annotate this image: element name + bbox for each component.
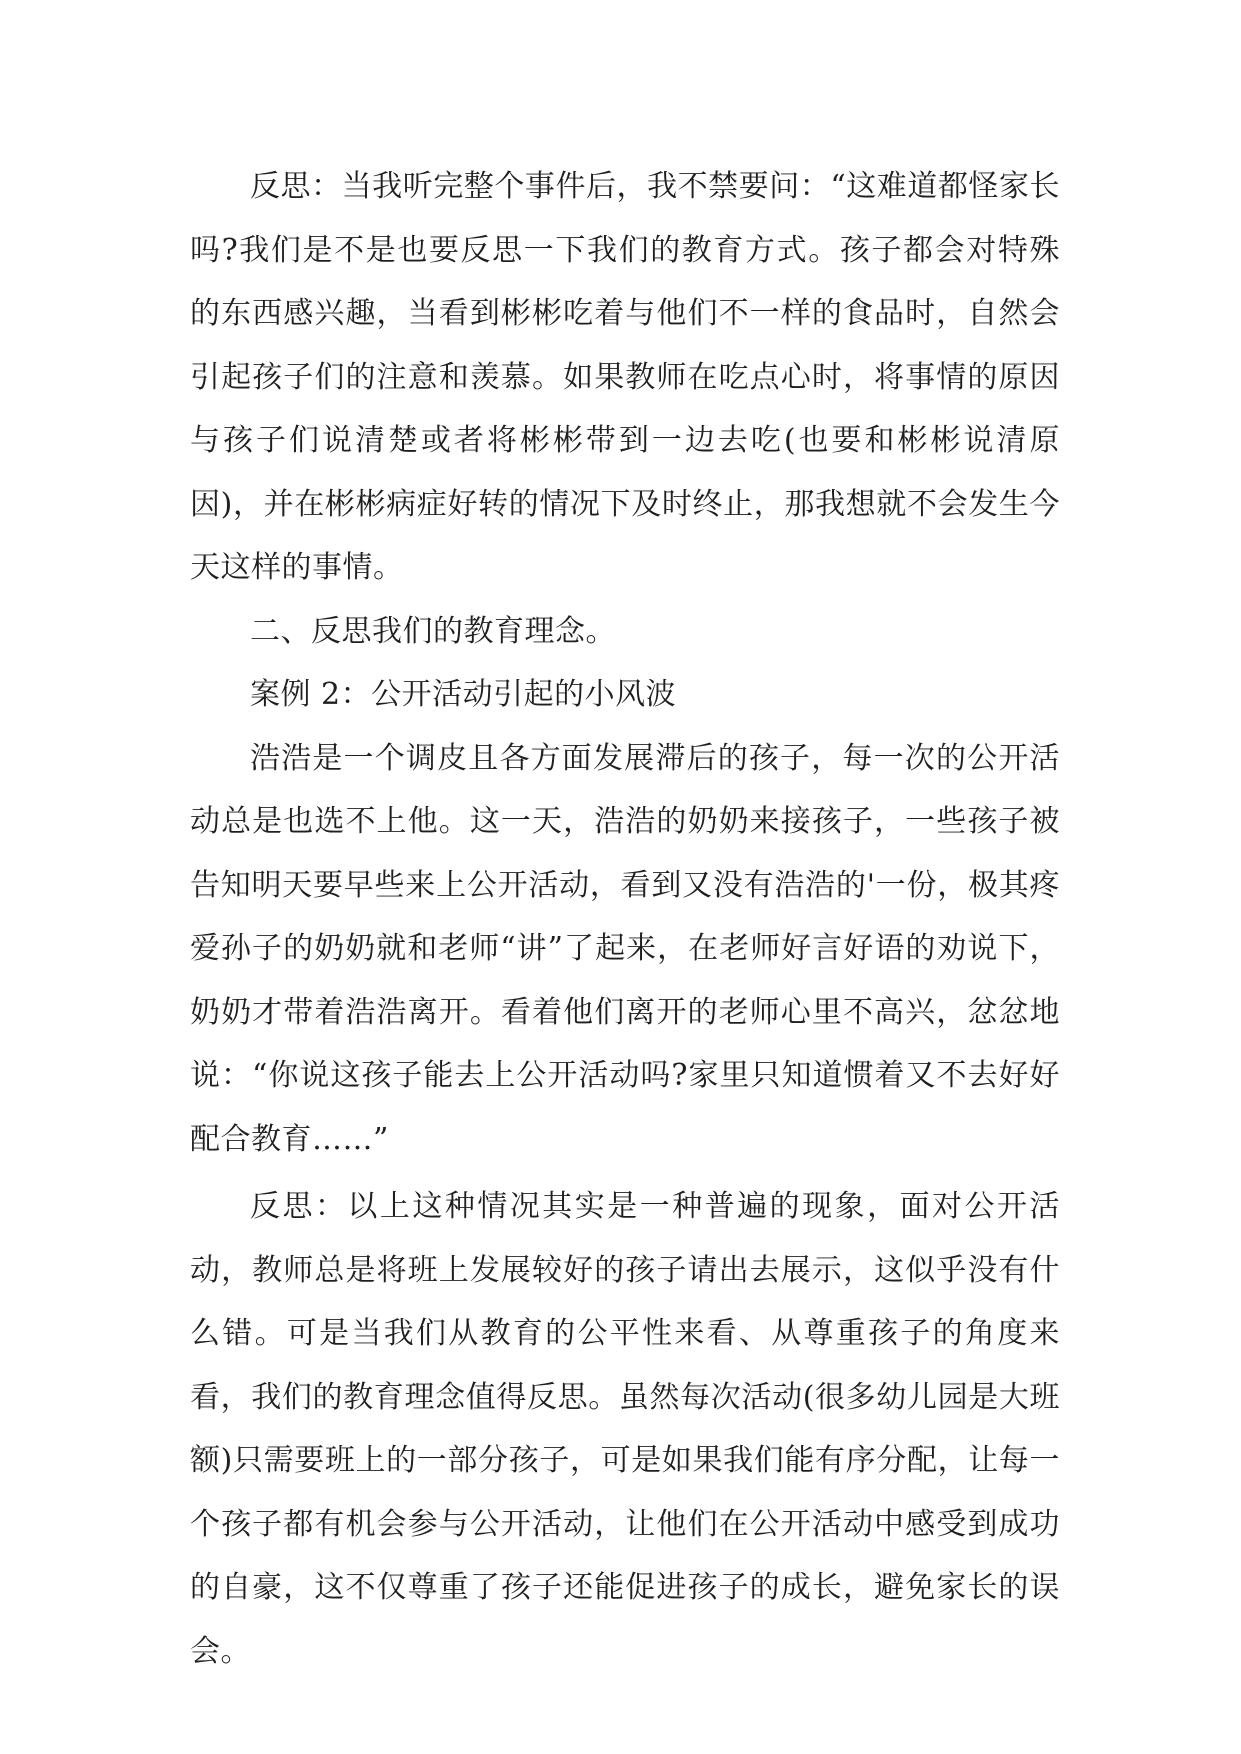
paragraph-section-heading: 二、反思我们的教育理念。 (250, 613, 616, 649)
document-body (190, 155, 1060, 1683)
paragraph-case-story: 浩浩是一个调皮且各方面发展滞后的孩子，每一次的公开活动总是也选不上他。这一天，浩浩的奶奶来接孩子，一些孩子被告知明天要早些来上公开活动，看到又没有浩浩的'一份，极其疼爱孙子的奶奶就和老师“讲”了起来，在老师好言好语的劝说下，奶奶才带着浩浩离开。看着他们离开的老师心里不高兴，忿忿地说：“你说这孩子能去上公开活动吗?家里只知道惯着又不去好好配合教育……” (190, 740, 1060, 1157)
paragraph-reflection-2: 反思：以上这种情况其实是一种普遍的现象，面对公开活动，教师总是将班上发展较好的孩子请出去展示，这似乎没有什么错。可是当我们从教育的公平性来看、从尊重孩子的角度来看，我们的教育理念值得反思。虽然每次活动(很多幼儿园是大班额)只需要班上的一部分孩子，可是如果我们能有序分配，让每一个孩子都有机会参与公开活动，让他们在公开活动中感受到成功的自豪，这不仅尊重了孩子还能促进孩子的成长，避免家长的误会。 (190, 1189, 1060, 1669)
paragraph-case-title: 案例 2：公开活动引起的小风波 (250, 677, 677, 712)
paragraph-reflection-1: 反思：当我听完整个事件后，我不禁要问：“这难道都怪家长吗?我们是不是也要反思一下我们的教育方式。孩子都会对特殊的东西感兴趣，当看到彬彬吃着与他们不一样的食品时，自然会引起孩子们的注意和羡慕。如果教师在吃点心时，将事情的原因与孩子们说清楚或者将彬彬带到一边去吃(也要和彬彬说清原因)，并在彬彬病症好转的情况下及时终止，那我想就不会发生今天这样的事情。 (190, 169, 1060, 585)
